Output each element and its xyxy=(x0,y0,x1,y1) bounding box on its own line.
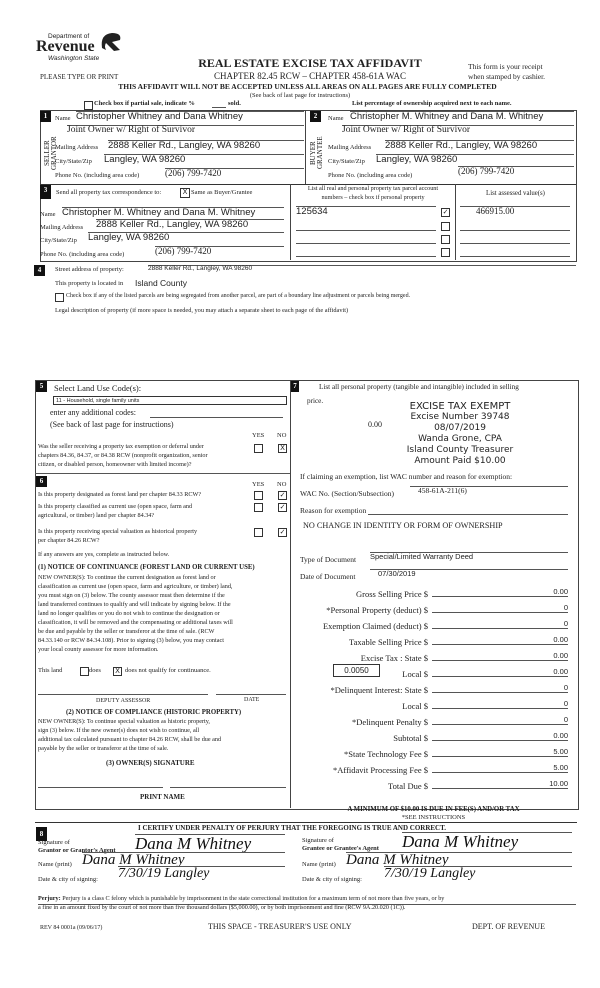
wac-number-field[interactable]: 458-61A-211(6) xyxy=(410,486,568,487)
doc-type-field[interactable]: Special/Limited Warranty Deed xyxy=(370,552,568,553)
grantor-signature-label: Grantor or Grantor's Agent xyxy=(38,847,116,854)
fee-value[interactable]: 0.00 xyxy=(432,667,568,677)
mailing-label: Mailing Address xyxy=(40,224,84,231)
please-type: PLEASE TYPE OR PRINT xyxy=(40,73,119,81)
exemption-question-3: citizen, or disabled person, homeowner with limited income)? xyxy=(38,461,192,468)
current-use-no-checkbox[interactable]: ✓ xyxy=(279,503,286,511)
land-use-code-select[interactable]: 11 - Household, single family units xyxy=(53,396,287,405)
form-title: REAL ESTATE EXCISE TAX AFFIDAVIT xyxy=(198,56,422,70)
warning-text: THIS AFFIDAVIT WILL NOT BE ACCEPTED UNLESS ALL AREAS ON ALL PAGES ARE FULLY COMPLETED xyxy=(118,82,497,91)
city-label: City/State/Zip xyxy=(55,158,92,165)
divider xyxy=(290,380,291,808)
perjury-notice xyxy=(38,895,444,902)
qualifies-checkbox[interactable] xyxy=(80,667,89,676)
parcel-number-field[interactable] xyxy=(296,220,436,231)
city-label: City/State/Zip xyxy=(328,158,365,165)
personal-property-checkbox[interactable] xyxy=(441,248,450,257)
grantee-name-label: Name (print) xyxy=(302,861,336,868)
compliance-text: additional tax calculated pursuant to chapter 84.26 RCW, shall be due and xyxy=(38,736,222,743)
mailing-label: Mailing Address xyxy=(328,144,372,151)
fee-value[interactable]: 10.00 xyxy=(432,779,568,789)
partial-sold-label: sold. xyxy=(228,100,241,107)
form-revision: REV 84 0001a (09/06/17) xyxy=(40,925,103,931)
seller-mailing-field[interactable]: 2888 Keller Rd., Langley, WA 98260 xyxy=(108,140,304,141)
fee-label: Excise Tax : State $ xyxy=(360,653,428,663)
logo-line2: Revenue xyxy=(36,38,95,55)
print-name-label: PRINT NAME xyxy=(140,793,185,801)
fee-value[interactable]: 0.00 xyxy=(432,635,568,645)
correspondence-city-field[interactable]: Langley, WA 98260 xyxy=(88,232,284,233)
compliance-title: (2) NOTICE OF COMPLIANCE (HISTORIC PROPERTY) xyxy=(66,709,242,716)
section-number: 6 xyxy=(36,476,47,487)
city-label: City/State/Zip xyxy=(40,237,77,244)
continuance-text: land transferred continues to qualify and will indicate by signing below. If the xyxy=(38,601,231,608)
name-label: Name xyxy=(328,115,344,122)
historical-no-checkbox[interactable]: ✓ xyxy=(279,528,286,536)
no-header: NO xyxy=(277,481,287,488)
assessed-value-field[interactable] xyxy=(460,246,570,257)
parcels-header-2: numbers – check box if personal property xyxy=(321,194,425,201)
fee-value[interactable]: 5.00 xyxy=(432,747,568,757)
divider xyxy=(35,473,290,474)
certify-statement: I CERTIFY UNDER PENALTY OF PERJURY THAT THE FOREGOING IS TRUE AND CORRECT. xyxy=(138,824,447,832)
section-number: 7 xyxy=(291,381,299,392)
stamp-line: Island County Treasurer xyxy=(406,445,514,455)
exemption-yes-checkbox[interactable] xyxy=(254,444,263,453)
fee-value[interactable]: 0.00 xyxy=(432,731,568,741)
stamp-line: EXCISE TAX EXEMPT xyxy=(409,401,511,412)
fee-label: Gross Selling Price $ xyxy=(355,589,428,599)
continuance-text: classification as current use (open space, farm and agriculture, or timber) land, xyxy=(38,583,233,590)
street-label: Street address of property: xyxy=(55,266,124,273)
seller-name-field[interactable]: Christopher Whitney and Dana Whitney xyxy=(76,111,304,112)
fee-value[interactable]: 0 xyxy=(432,715,568,725)
assessed-header: List assessed value(s) xyxy=(486,190,545,197)
continuance-text: classification, it will be removed and the compensating or additional taxes will xyxy=(38,619,233,626)
grantee-signature-label: Signature of xyxy=(302,837,334,844)
fee-label: *Delinquent Interest: State $ xyxy=(330,685,428,695)
this-land-label: This land xyxy=(38,667,63,674)
forest-land-question: Is this property designated as forest land per chapter 84.33 RCW? xyxy=(38,491,202,498)
fee-label: *State Technology Fee $ xyxy=(344,749,428,759)
name-label: Name xyxy=(40,211,56,218)
correspondence-name-field[interactable]: Christopher M. Whitney and Dana M. Whitney xyxy=(62,207,284,208)
buyer-phone-field[interactable]: (206) 799-7420 xyxy=(458,166,574,167)
personal-property-label-2: price. xyxy=(307,397,324,405)
parcel-number-field[interactable] xyxy=(296,233,436,244)
fee-value[interactable]: 0 xyxy=(432,619,568,629)
seller-side-label: SELLER GRANTOR xyxy=(43,136,58,170)
continuance-text: your local county assessor for more information. xyxy=(38,646,159,653)
doc-date-label: Date of Document xyxy=(300,572,356,581)
grantee-date-label: Date & city of signing: xyxy=(302,876,362,883)
section-number: 2 xyxy=(310,111,321,122)
current-use-question-2: agricultural, or timber) land per chapter 84.34? xyxy=(38,512,155,519)
parcel-number-field[interactable] xyxy=(296,246,436,257)
exemption-question-1: Was the seller receiving a property tax exemption or deferral under xyxy=(38,443,204,450)
additional-codes-label: enter any additional codes: xyxy=(50,408,136,417)
fee-value[interactable]: 0.00 xyxy=(432,651,568,661)
fee-value[interactable]: 5.00 xyxy=(432,763,568,773)
exemption-question-2: chapters 84.36, 84.37, or 84.38 RCW (nonprofit organization, senior xyxy=(38,452,208,459)
dor-logo-icon xyxy=(98,30,124,52)
correspondence-label: Send all property tax correspondence to: xyxy=(56,189,162,196)
doc-date-field[interactable]: 07/30/2019 xyxy=(370,569,568,570)
fee-label: *Delinquent Penalty $ xyxy=(351,717,428,727)
phone-label: Phone No. (including area code) xyxy=(328,172,413,179)
name-label: Name xyxy=(55,115,71,122)
exemption-no-checkbox[interactable]: X xyxy=(278,444,287,453)
yes-header: YES xyxy=(252,432,265,439)
fee-value[interactable]: 0 xyxy=(432,683,568,693)
wac-label: WAC No. (Section/Subsection) xyxy=(300,489,394,498)
segregated-label: Check box if any of the listed parcels are being segregated from another parcel, are part of a boundary line adjustment or parcels being merged. xyxy=(66,293,411,299)
phone-label: Phone No. (including area code) xyxy=(40,251,125,258)
buyer-name-field[interactable]: Christopher M. Whitney and Dana M. Whitney xyxy=(350,111,574,112)
reason-field[interactable]: NO CHANGE IN IDENTITY OR FORM OF OWNERSHIP xyxy=(303,521,503,530)
seller-city-field[interactable]: Langley, WA 98260 xyxy=(104,154,304,155)
grantor-signature-label: Signature of xyxy=(38,839,70,846)
see-back-note: (See back of last page for instructions) xyxy=(249,92,351,99)
fee-label: *Personal Property (deduct) $ xyxy=(326,605,428,615)
buyer-city-field[interactable]: Langley, WA 98260 xyxy=(376,154,574,155)
form-chapter: CHAPTER 82.45 RCW – CHAPTER 458-61A WAC xyxy=(214,71,406,81)
continuance-text: you must sign on (3) below. The county assessor must then determine if the xyxy=(38,592,225,599)
grantor-date-label: Date & city of signing: xyxy=(38,876,98,883)
grantor-name-label: Name (print) xyxy=(38,861,72,868)
forest-no-checkbox[interactable]: ✓ xyxy=(279,491,286,499)
county-field[interactable]: Island County xyxy=(135,278,187,288)
assessed-value-field[interactable]: 466915.00 xyxy=(460,206,570,207)
personal-property-checkbox[interactable]: ✓ xyxy=(442,208,449,216)
perjury-text: a fine in an amount fixed by the court of not more than five thousand dollars ($5,000.00), or by both imprisonment and fine (RCW 9A.20.020 (1C)). xyxy=(38,904,576,905)
seller-phone-field[interactable]: (206) 799-7420 xyxy=(165,168,304,169)
does-not-qualify-label: does not qualify for continuance. xyxy=(125,667,211,674)
forest-yes-checkbox[interactable] xyxy=(254,491,263,500)
fee-label: Local $ xyxy=(402,669,428,679)
compliance-text: NEW OWNER(S): To continue special valuation as historic property, xyxy=(38,718,210,725)
section-number: 1 xyxy=(40,111,51,122)
qualifies-label: does xyxy=(89,667,101,674)
legal-description-label: Legal description of property (if more space is needed, you may attach a separate sheet to each page of the affidavit) xyxy=(55,307,349,314)
continuance-title: (1) NOTICE OF CONTINUANCE (FOREST LAND OR CURRENT USE) xyxy=(38,564,255,571)
deputy-assessor-line[interactable] xyxy=(38,694,208,695)
mailing-label: Mailing Address xyxy=(55,144,99,151)
buyer-name2-field[interactable]: Joint Owner w/ Right of Survivor xyxy=(342,125,574,126)
personal-property-checkbox[interactable] xyxy=(441,222,450,231)
grantor-signature-field[interactable]: Dana M Whitney xyxy=(135,834,285,835)
grantee-date-field[interactable]: 7/30/19 Langley xyxy=(384,866,572,867)
treasurer-use-label: THIS SPACE - TREASURER'S USE ONLY xyxy=(208,922,352,931)
assessed-value-field[interactable] xyxy=(460,220,570,231)
land-use-title: Select Land Use Code(s): xyxy=(54,383,142,393)
correspondence-mailing-field[interactable]: 2888 Keller Rd., Langley, WA 98260 xyxy=(96,219,284,220)
compliance-text: payable by the seller or transferor at the time of sale. xyxy=(38,745,169,752)
current-use-yes-checkbox[interactable] xyxy=(254,503,263,512)
section-number: 3 xyxy=(40,185,51,199)
fee-label: Exemption Claimed (deduct) $ xyxy=(322,621,428,631)
perjury-text: Perjury is a class C felony which is punishable by imprisonment in the state correctional institution for a maximum term of not more than five years, or by xyxy=(62,895,445,902)
owner-signature-label: (3) OWNER(S) SIGNATURE xyxy=(106,759,195,767)
date-label: DATE xyxy=(244,697,260,703)
stamp-line: Excise Number 39748 xyxy=(410,412,510,422)
section-number: 8 xyxy=(36,827,47,841)
does-not-qualify-checkbox[interactable]: X xyxy=(113,667,122,676)
owner-signature-line[interactable] xyxy=(38,787,163,788)
perjury-bold: Perjury: xyxy=(38,895,61,902)
partial-sale-checkbox[interactable] xyxy=(84,101,93,110)
same-as-buyer-checkbox[interactable]: X xyxy=(180,188,190,198)
continuance-text: land no longer qualifies or you do not wish to continue the designation or xyxy=(38,610,220,617)
current-use-question-1: Is this property classified as current use (open space, farm and xyxy=(38,503,193,510)
same-as-buyer-label: Same as Buyer/Grantee xyxy=(191,189,253,196)
divider xyxy=(305,110,306,184)
historical-question-2: per chapter 84.26 RCW? xyxy=(38,537,100,544)
reason-line xyxy=(368,514,568,515)
historical-yes-checkbox[interactable] xyxy=(254,528,263,537)
street-address-field[interactable]: 2888 Keller Rd., Langley, WA 98260 xyxy=(148,265,576,266)
fee-label: Total Due $ xyxy=(387,781,428,791)
fee-label: Taxable Selling Price $ xyxy=(349,637,428,647)
list-percentage-note: List percentage of ownership acquired next to each name. xyxy=(352,100,512,107)
fee-value[interactable]: 0 xyxy=(432,603,568,613)
treasurer-stamp xyxy=(400,401,520,467)
fee-label: Local $ xyxy=(402,701,428,711)
logo-line1: Department of xyxy=(48,33,90,40)
buyer-mailing-field[interactable]: 2888 Keller Rd., Langley, WA 98260 xyxy=(385,140,574,141)
claiming-exemption-label: If claiming an exemption, list WAC number and reason for exemption: xyxy=(300,472,513,481)
compliance-text: sign (3) below. If the new owner(s) does not wish to continue, all xyxy=(38,727,200,734)
receipt-note-2: when stamped by cashier. xyxy=(468,72,546,81)
stamp-line: Amount Paid $10.00 xyxy=(414,456,506,466)
historical-question-1: Is this property receiving special valuation as historical property xyxy=(38,528,198,535)
assessed-value-field[interactable] xyxy=(460,233,570,244)
correspondence-phone-field[interactable]: (206) 799-7420 xyxy=(155,246,284,247)
segregated-checkbox[interactable] xyxy=(55,293,64,302)
grantor-date-field[interactable]: 7/30/19 Langley xyxy=(118,866,285,867)
print-name-line[interactable] xyxy=(170,787,286,788)
grantee-signature-label: Grantee or Grantee's Agent xyxy=(302,845,379,852)
personal-property-value[interactable]: 0.00 xyxy=(368,420,382,429)
continuance-text: 84.33.140 or RCW 84.34.108). Prior to signing (3) below, you may contact xyxy=(38,637,224,644)
section-number: 4 xyxy=(34,265,45,276)
county-label: This property is located in xyxy=(55,280,124,287)
logo-line3: Washington State xyxy=(48,55,100,62)
personal-property-checkbox[interactable] xyxy=(441,235,450,244)
yes-header: YES xyxy=(252,481,265,488)
doc-type-label: Type of Document xyxy=(300,555,357,564)
buyer-side-label: BUYER GRANTEE xyxy=(309,136,324,170)
continuance-text: NEW OWNER(S): To continue the current designation as forest land or xyxy=(38,574,216,581)
section-number: 5 xyxy=(36,381,47,392)
continuance-text: be due and payable by the seller or transferor at the time of sale. (RCW xyxy=(38,628,215,635)
date-line[interactable] xyxy=(216,694,286,695)
grantor-name-field[interactable]: Dana M Whitney xyxy=(82,852,285,853)
reason-label: Reason for exemption xyxy=(300,506,367,515)
see-back-note: (See back of last page for instructions) xyxy=(50,420,174,429)
partial-sale-label: Check box if partial sale, indicate % xyxy=(94,100,195,107)
divider xyxy=(35,822,577,823)
if-any-yes-note: If any answers are yes, complete as instructed below. xyxy=(38,551,170,558)
dept-revenue-label: DEPT. OF REVENUE xyxy=(472,922,545,931)
parcels-header-1: List all real and personal property tax parcel account xyxy=(307,185,439,192)
deputy-assessor-label: DEPUTY ASSESSOR xyxy=(96,698,151,704)
fee-label: *Affidavit Processing Fee $ xyxy=(333,765,428,775)
partial-percent-field[interactable] xyxy=(212,107,226,108)
fee-value[interactable]: 0 xyxy=(432,699,568,709)
no-header: NO xyxy=(277,432,287,439)
receipt-note-1: This form is your receipt xyxy=(468,62,543,71)
minimum-due-note: A MINIMUM OF $10.00 IS DUE IN FEE(S) AND/OR TAX xyxy=(347,806,520,813)
parcel-number-field[interactable]: 125634 xyxy=(296,206,436,207)
phone-label: Phone No. (including area code) xyxy=(55,172,140,179)
personal-property-label-1: List all personal property (tangible and intangible) included in selling xyxy=(319,383,519,391)
fee-value[interactable]: 0.00 xyxy=(432,587,568,597)
seller-name2-field[interactable]: Joint Owner w/ Right of Survivor xyxy=(67,125,304,126)
fee-label: Subtotal $ xyxy=(393,733,428,743)
see-instructions-note: *SEE INSTRUCTIONS xyxy=(401,814,466,821)
grantee-signature-field[interactable]: Dana M Whitney xyxy=(402,832,572,833)
grantee-name-field[interactable]: Dana M Whitney xyxy=(346,852,572,853)
local-rate-field[interactable]: 0.0050 xyxy=(333,664,380,677)
stamp-line: 08/07/2019 xyxy=(434,423,486,433)
stamp-line: Wanda Grone, CPA xyxy=(418,434,502,444)
additional-codes-field[interactable] xyxy=(150,417,283,418)
